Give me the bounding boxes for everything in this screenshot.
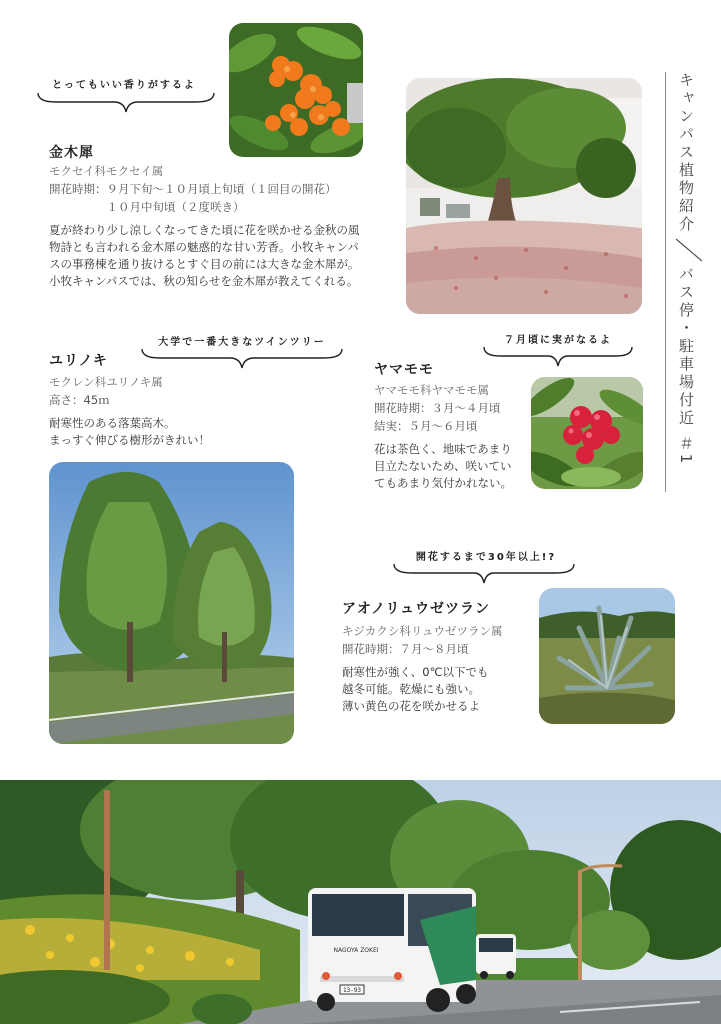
kinmokusei-photo (229, 23, 363, 157)
agave-note-bracket (392, 561, 578, 587)
bus-stop-photo (0, 780, 721, 1024)
agave-photo (539, 588, 675, 724)
yamamomo-bloom: 開花時期：３月〜４月頃 (374, 401, 501, 415)
agave-family: キジカクシ科リュウゼツラン属 (342, 624, 503, 638)
agave-desc-1: 耐寒性が強く、0℃以下でも (342, 665, 489, 679)
yamamomo-fruit: 結実：５月〜６月頃 (374, 419, 478, 433)
yurinoki-desc-1: 耐寒性のある落葉高木。 (49, 416, 176, 430)
section-divider (665, 72, 666, 492)
yurinoki-note-bracket (140, 346, 345, 372)
title-slash (672, 235, 706, 265)
yurinoki-family: モクレン科ユリノキ属 (49, 375, 163, 389)
kinmokusei-note-bracket (36, 90, 216, 116)
yurinoki-height: 高さ：45ｍ (49, 393, 110, 407)
yurinoki-photo (49, 462, 294, 744)
yamamomo-note: ７月頃に実がなるよ (504, 335, 612, 346)
yamamomo-note-bracket (482, 344, 634, 370)
section-subtitle: バス停・駐車場付近 ＃1 (677, 266, 695, 467)
agave-desc-2: 越冬可能。乾燥にも強い。 (342, 682, 480, 696)
yamamomo-photo (531, 377, 643, 489)
kinmokusei-bloom-1: 開花時期：９月下旬〜１０月頃上旬頃（１回目の開花） (49, 182, 337, 196)
kinmokusei-bloom-2: １０月中旬頃（２度咲き） (49, 200, 245, 214)
agave-desc-3: 薄い黄色の花を咲かせるよ (342, 699, 480, 713)
kinmokusei-name: 金木犀 (49, 145, 94, 161)
agave-note: 開花するまで30年以上!? (415, 552, 557, 563)
yurinoki-note: 大学で一番大きなツインツリー (158, 337, 326, 348)
agave-name: アオノリュウゼツラン (342, 601, 491, 617)
yurinoki-name: ユリノキ (49, 353, 108, 369)
kinmokusei-desc: 夏が終わり少し涼しくなってきた頃に花を咲かせる金秋の風物詩とも言われる金木犀の魅惑的な甘い芳香。小牧キャンパスの事務棟を通り抜けるとすぐ目の前には大きな金木犀が。小牧キャンパスでは、秋の知らせを金木犀が教えてくれる。 (49, 223, 360, 288)
kinmokusei-note: とってもいい香りがするよ (52, 80, 196, 91)
kinmokusei-family: モクセイ科モクセイ属 (49, 164, 164, 178)
yamamomo-family: ヤマモモ科ヤマモモ属 (374, 383, 489, 397)
kinmokusei-tree-photo (406, 78, 642, 314)
yamamomo-desc: 花は茶色く、地味であまり目立たないため、咲いていてもあまり気付かれない。 (374, 442, 512, 490)
agave-bloom: 開花時期：７月〜８月頃 (342, 642, 469, 656)
bus-plate: 13-93 (342, 987, 362, 994)
yurinoki-desc-2: まっすぐ伸びる樹形がきれい！ (49, 433, 210, 447)
section-title: キャンパス植物紹介 (677, 72, 695, 234)
bus-destination: NAGOYA ZOKEI (333, 947, 379, 954)
yamamomo-name: ヤマモモ (374, 362, 434, 378)
